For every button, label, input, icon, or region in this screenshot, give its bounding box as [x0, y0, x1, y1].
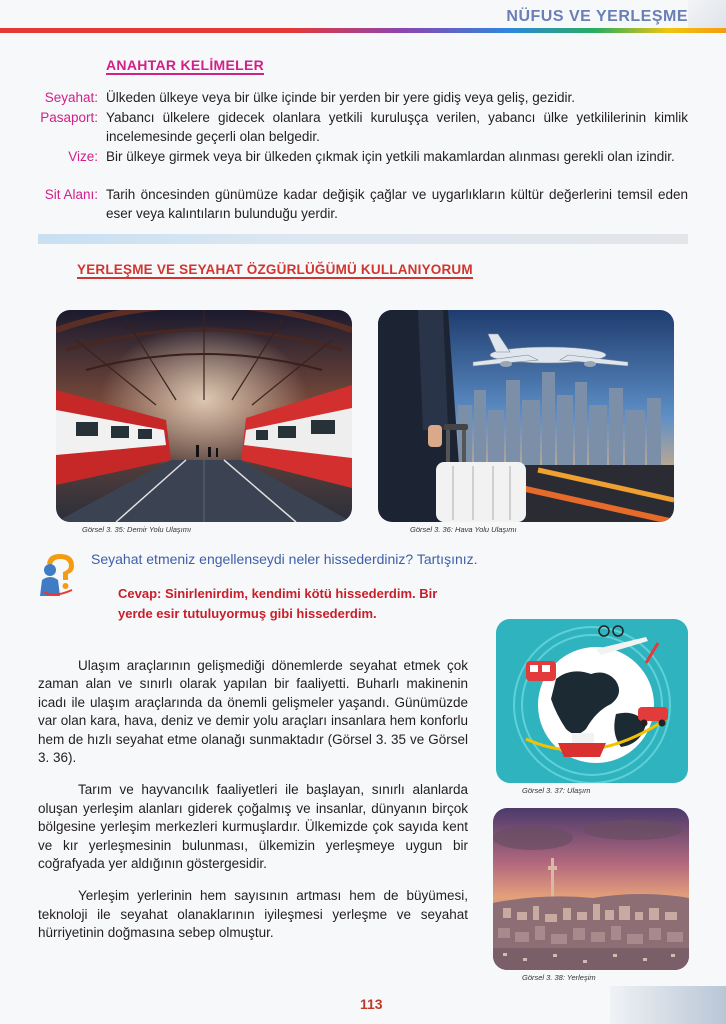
- keyword-definition: Ülkeden ülkeye veya bir ülke içinde bir yerden bir yere gidiş veya geliş, gezidir.: [106, 90, 575, 105]
- railway-station-illustration: [56, 310, 352, 522]
- keywords-heading: ANAHTAR KELİMELER: [106, 57, 265, 73]
- air-travel-illustration: [378, 310, 674, 522]
- figure-caption-38: Görsel 3. 38: Yerleşim: [522, 973, 596, 982]
- railway-station-photo: [56, 310, 352, 522]
- keyword-definition: Yabancı ülkelere gidecek olanlara yetkili kuruluşça verilen, yabancı ülke yetkililerinin kimlik incelemesinde geçerli olan belgedir.: [106, 110, 688, 144]
- settlement-photo: [493, 808, 689, 970]
- keyword-definition: Tarih öncesinden günümüze kadar değişik çağlar ve uygarlıkların kültür değerlerini temsil eden eser veya kalıntıların bulunduğu yerdir.: [106, 187, 688, 221]
- paragraph-2: Tarım ve hayvancılık faaliyetleri ile başlayan, sınırlı alanlarda oluşan yerleşim alanları giderek çoğalmış ve insanlar, dünyanın birçok bölgesine yerleşim merkezleri kurmuşlardır. Ülkemizde çok sayıda kent ve kır yerleşmesinin bulunması, ülkemizin yerleşmeye uygun bir coğrafyada yer aldığının göstergesidir.: [38, 782, 468, 872]
- footer-decoration: [610, 986, 726, 1024]
- keyword-definition: Bir ülkeye girmek veya bir ülkeden çıkmak için yetkili makamlardan alınması gerekli olan izindir.: [106, 149, 675, 164]
- chapter-title: NÜFUS VE YERLEŞME: [506, 8, 688, 25]
- discussion-icon: [38, 550, 78, 598]
- paragraph-3: Yerleşim yerlerinin hem sayısının artması hem de büyümesi, teknoloji ile seyahat olanaklarının iyileşmesi yerleşme ve seyahat hürriyetinin doğmasına sebep olmuştur.: [38, 888, 468, 941]
- figure-caption-36: Görsel 3. 36: Hava Yolu Ulaşımı: [410, 525, 517, 534]
- keyword-term: Sit Alanı:: [44, 187, 98, 202]
- discussion-question: Seyahat etmeniz engellenseydi neler hissederdiniz? Tartışınız.: [91, 551, 478, 567]
- page-number: 113: [360, 996, 383, 1012]
- section-title: YERLEŞME VE SEYAHAT ÖZGÜRLÜĞÜMÜ KULLANIYORUM: [77, 262, 473, 277]
- city-sunset-illustration: [493, 808, 689, 970]
- header-color-bar: [0, 28, 726, 33]
- answer-text: Cevap: Sinirlenirdim, kendimi kötü hissederdim. Bir yerde esir tutuluyormuş gibi hissederdim.: [118, 586, 438, 621]
- transportation-illustration: [496, 619, 688, 783]
- keyword-term: Vize:: [68, 149, 98, 164]
- keyword-term: Pasaport:: [40, 110, 98, 125]
- paragraph-1: Ulaşım araçlarının gelişmediği dönemlerde seyahat etmek çok zaman alan ve sınırlı olarak yapılan bir faaliyetti. Buharlı makinenin icadı ile ulaşım araçlarında da önemli gelişmeler yaşandı. Günümüzde var olan kara, hava, deniz ve demir yolu araçları insanlara hem konforlu hem de hızlı seyahat etme olanağı sunmaktadır (Görsel 3. 35 ve Görsel 3. 36).: [38, 658, 468, 766]
- figure-caption-35: Görsel 3. 35: Demir Yolu Ulaşımı: [82, 525, 192, 534]
- keyword-term: Seyahat:: [44, 90, 98, 105]
- header-corner-decoration: [688, 0, 726, 28]
- body-text: [38, 657, 468, 957]
- figure-caption-37: Görsel 3. 37: Ulaşım: [522, 786, 591, 795]
- air-travel-photo: [378, 310, 674, 522]
- keywords-separator: [38, 234, 688, 244]
- globe-transport-graphic: [496, 619, 688, 783]
